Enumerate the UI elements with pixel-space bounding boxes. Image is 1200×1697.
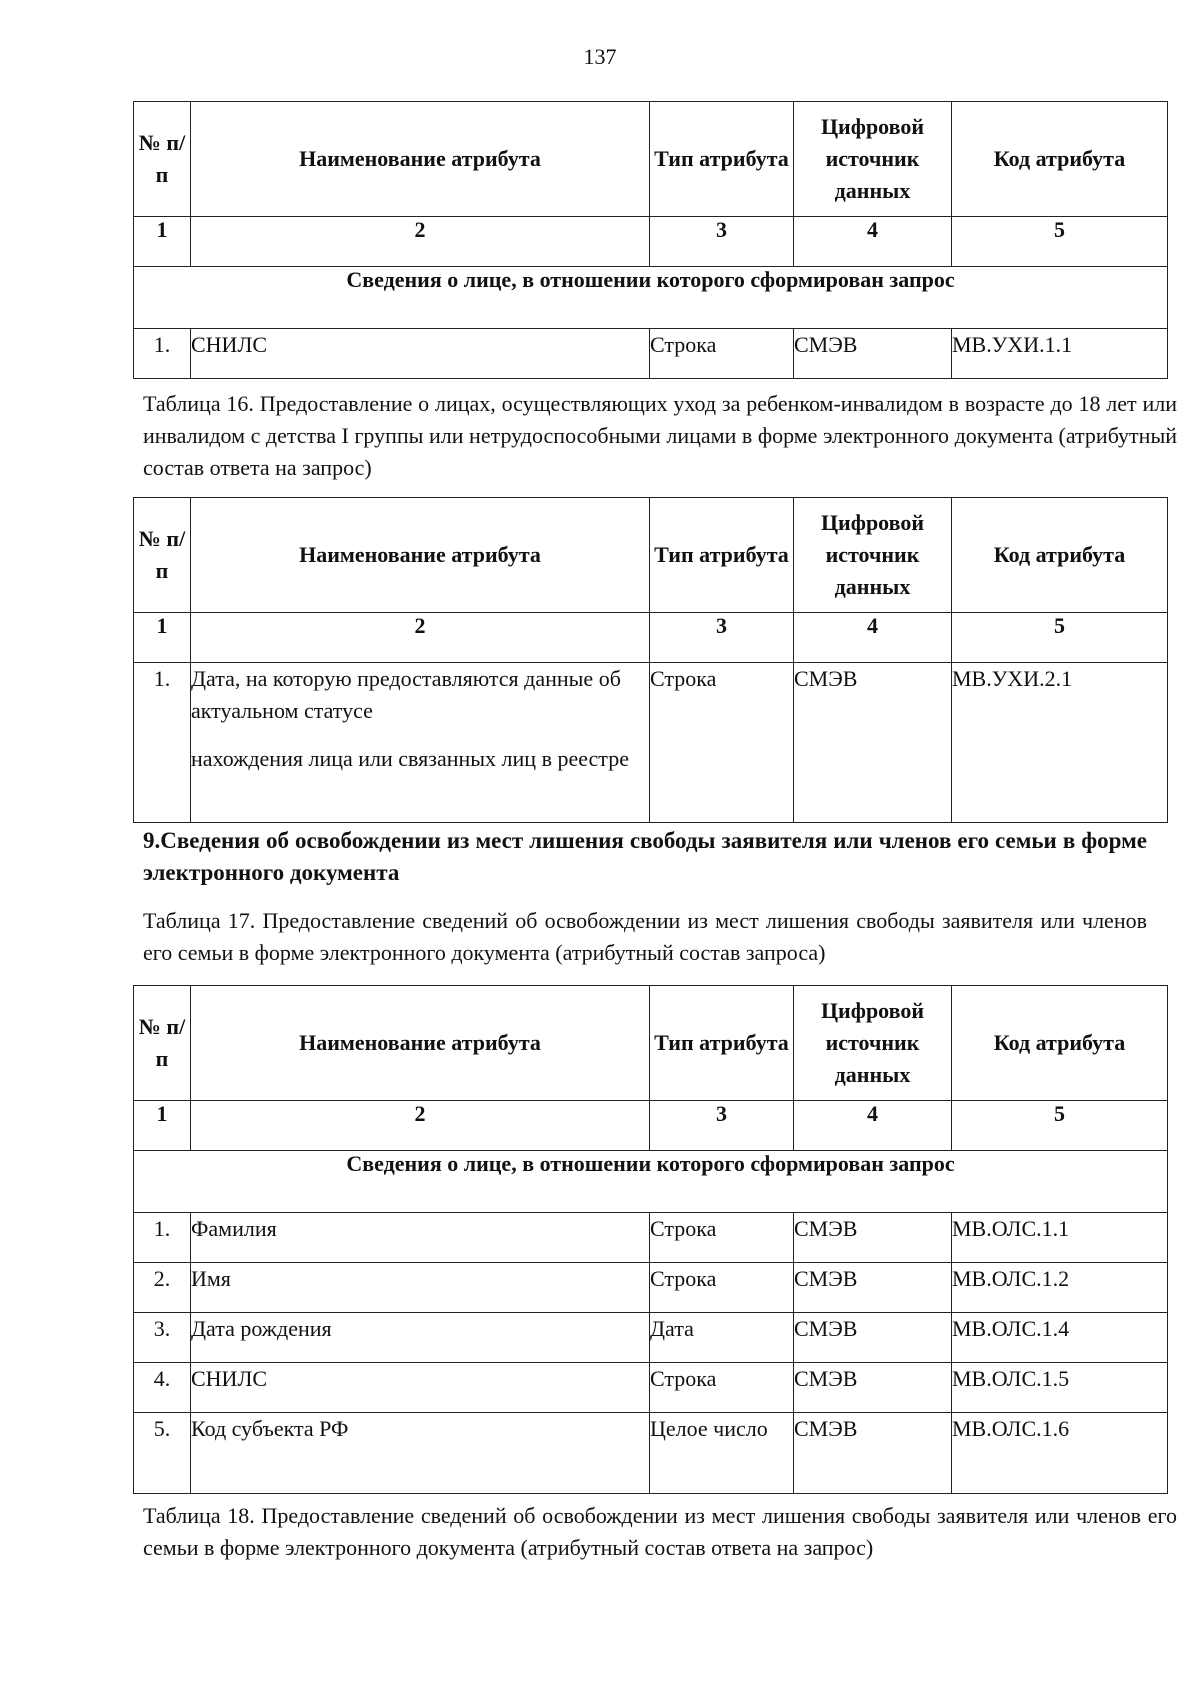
attribute-table-1 [133,101,1168,379]
row-name-part-2: нахождения лица или связанных лиц в реестре [191,746,629,771]
header-num: № п/п [134,102,191,217]
table-17-caption: Таблица 17. Предоставление сведений об освобождении из мест лишения свободы заявителя или членов его семьи в форме электронного документа (атрибутный состав запроса) [143,908,1147,965]
header-code: Код атрибута [952,102,1168,217]
row-name: Фамилия [191,1213,650,1263]
index-row [134,217,1168,267]
header-name: Наименование атрибута [191,986,650,1101]
header-row [134,498,1168,613]
index-cell: 5 [952,613,1168,663]
row-source: СМЭВ [794,663,952,823]
index-row [134,613,1168,663]
row-type: Строка [650,1213,794,1263]
row-code: МВ.ОЛС.1.1 [952,1213,1168,1263]
row-type: Строка [650,329,794,379]
row-code: МВ.ОЛС.1.6 [952,1413,1168,1494]
index-cell: 3 [650,1101,794,1151]
row-num: 1. [134,329,191,379]
row-source: СМЭВ [794,1313,952,1363]
header-code: Код атрибута [952,498,1168,613]
header-row [134,986,1168,1101]
row-name: СНИЛС [191,1363,650,1413]
row-name [191,663,650,823]
row-name: СНИЛС [191,329,650,379]
table-row [134,1413,1168,1494]
index-cell: 4 [794,1101,952,1151]
row-num: 1. [134,1213,191,1263]
row-code: МВ.УХИ.2.1 [952,663,1168,823]
row-source: СМЭВ [794,1213,952,1263]
row-name: Код субъекта РФ [191,1413,650,1494]
row-type: Дата [650,1313,794,1363]
row-type: Строка [650,1363,794,1413]
row-code: МВ.ОЛС.1.4 [952,1313,1168,1363]
table-row [134,1363,1168,1413]
row-num: 4. [134,1363,191,1413]
index-cell: 1 [134,1101,191,1151]
section-title: Сведения о лице, в отношении которого сформирован запрос [134,267,1168,329]
header-num: № п/п [134,498,191,613]
row-source: СМЭВ [794,329,952,379]
index-cell: 2 [191,1101,650,1151]
table-16-caption: Таблица 16. Предоставление о лицах, осуществляющих уход за ребенком-инвалидом в возрасте до 18 лет или инвалидом с детства I группы или нетрудоспособными лицами в форме электронного документа (атрибутный состав ответа на запрос) [143,391,1177,480]
header-code: Код атрибута [952,986,1168,1101]
row-num: 1. [134,663,191,823]
row-code: МВ.ОЛС.1.2 [952,1263,1168,1313]
index-cell: 4 [794,217,952,267]
index-cell: 2 [191,613,650,663]
table-row [134,663,1168,823]
attribute-table-2 [133,497,1168,823]
index-cell: 2 [191,217,650,267]
header-name: Наименование атрибута [191,102,650,217]
row-source: СМЭВ [794,1413,952,1494]
row-num: 3. [134,1313,191,1363]
header-name: Наименование атрибута [191,498,650,613]
attribute-table-3 [133,985,1168,1494]
row-name-part-1: Дата, на которую предоставляются данные об актуальном статусе [191,666,621,723]
index-cell: 1 [134,217,191,267]
header-source: Цифровой источник данных [794,986,952,1101]
index-cell: 3 [650,217,794,267]
row-name: Дата рождения [191,1313,650,1363]
row-source: СМЭВ [794,1363,952,1413]
index-cell: 1 [134,613,191,663]
header-source: Цифровой источник данных [794,498,952,613]
row-type: Строка [650,663,794,823]
index-cell: 5 [952,217,1168,267]
row-num: 5. [134,1413,191,1494]
page-number: 137 [583,44,617,69]
row-type: Целое число [650,1413,794,1494]
table-row [134,1313,1168,1363]
header-type: Тип атрибута [650,986,794,1101]
section-row [134,1151,1168,1213]
row-type: Строка [650,1263,794,1313]
index-cell: 3 [650,613,794,663]
section-title: Сведения о лице, в отношении которого сформирован запрос [134,1151,1168,1213]
table-row [134,1263,1168,1313]
header-type: Тип атрибута [650,102,794,217]
row-num: 2. [134,1263,191,1313]
header-row [134,102,1168,217]
index-cell: 5 [952,1101,1168,1151]
row-name: Имя [191,1263,650,1313]
header-num: № п/п [134,986,191,1101]
table-row [134,1213,1168,1263]
section-row [134,267,1168,329]
table-row [134,329,1168,379]
row-code: МВ.ОЛС.1.5 [952,1363,1168,1413]
header-source: Цифровой источник данных [794,102,952,217]
row-code: МВ.УХИ.1.1 [952,329,1168,379]
index-cell: 4 [794,613,952,663]
section-9-heading: 9.Сведения об освобождении из мест лишения свободы заявителя или членов его семьи в форме электронного документа [143,828,1147,885]
row-source: СМЭВ [794,1263,952,1313]
header-type: Тип атрибута [650,498,794,613]
table-18-caption: Таблица 18. Предоставление сведений об освобождении из мест лишения свободы заявителя или членов его семьи в форме электронного документа (атрибутный состав ответа на запрос) [143,1503,1177,1560]
index-row [134,1101,1168,1151]
